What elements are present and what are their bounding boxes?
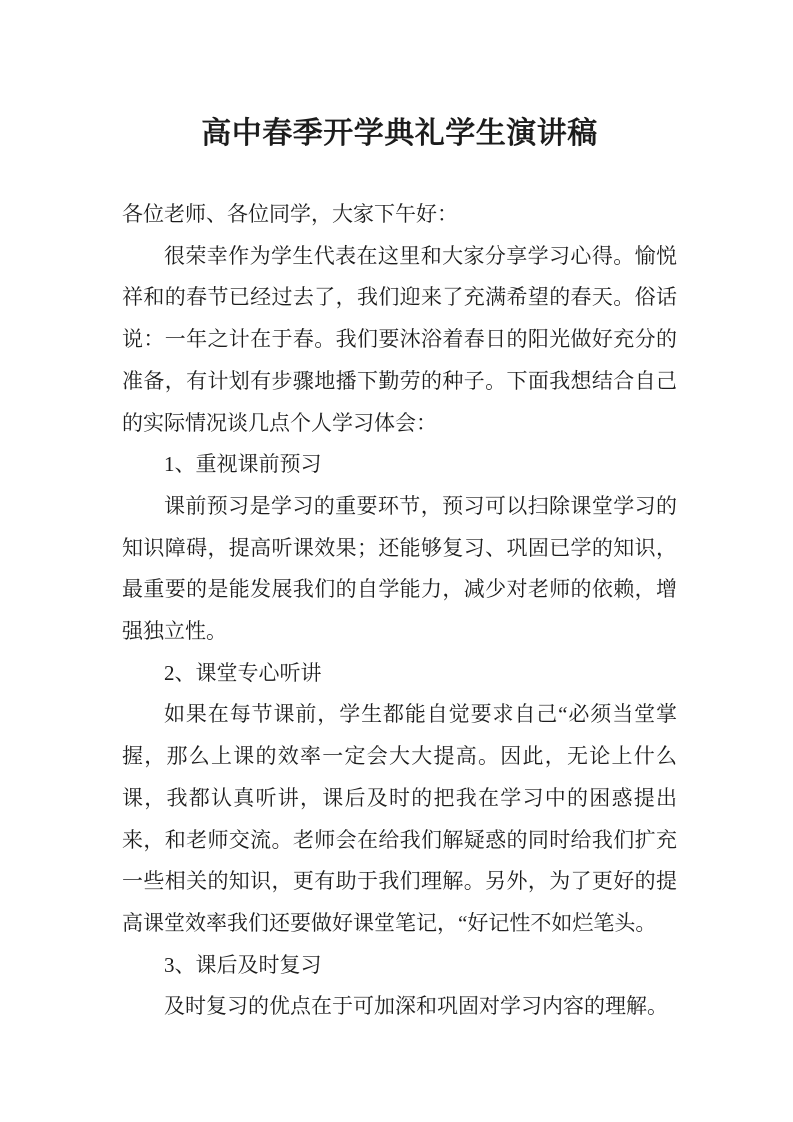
document-body — [122, 194, 677, 1028]
paragraph-point-1: 课前预习是学习的重要环节，预习可以扫除课堂学习的知识障碍，提高听课效果；还能够复习、巩固已学的知识，最重要的是能发展我们的自学能力，减少对老师的依赖，增强独立性。 — [122, 493, 677, 644]
list-item-1-heading: 1、重视课前预习 — [164, 452, 322, 477]
document-title: 高中春季开学典礼学生演讲稿 — [201, 117, 598, 150]
paragraph-point-3: 及时复习的优点在于可加深和巩固对学习内容的理解。 — [164, 994, 668, 1019]
paragraph-point-2: 如果在每节课前，学生都能自觉要求自己“必须当堂掌握，那么上课的效率一定会大大提高。因此，无论上什么课，我都认真听讲，课后及时的把我在学习中的困惑提出来，和老师交流。老师会在给我们解疑惑的同时给我们扩充一些相关的知识，更有助于我们理解。另外，为了更好的提高课堂效率我们还要做好课堂笔记，“好记性不如烂笔头。 — [122, 702, 677, 935]
list-item-3-heading: 3、课后及时复习 — [164, 952, 322, 977]
list-item-2-heading: 2、课堂专心听讲 — [164, 660, 322, 685]
paragraph-intro: 很荣幸作为学生代表在这里和大家分享学习心得。愉悦祥和的春节已经过去了，我们迎来了充满希望的春天。俗话说：一年之计在于春。我们要沐浴着春日的阳光做好充分的准备，有计划有步骤地播下勤劳的种子。下面我想结合自己的实际情况谈几点个人学习体会： — [122, 243, 677, 435]
paragraph-greeting: 各位老师、各位同学，大家下午好： — [122, 202, 458, 226]
